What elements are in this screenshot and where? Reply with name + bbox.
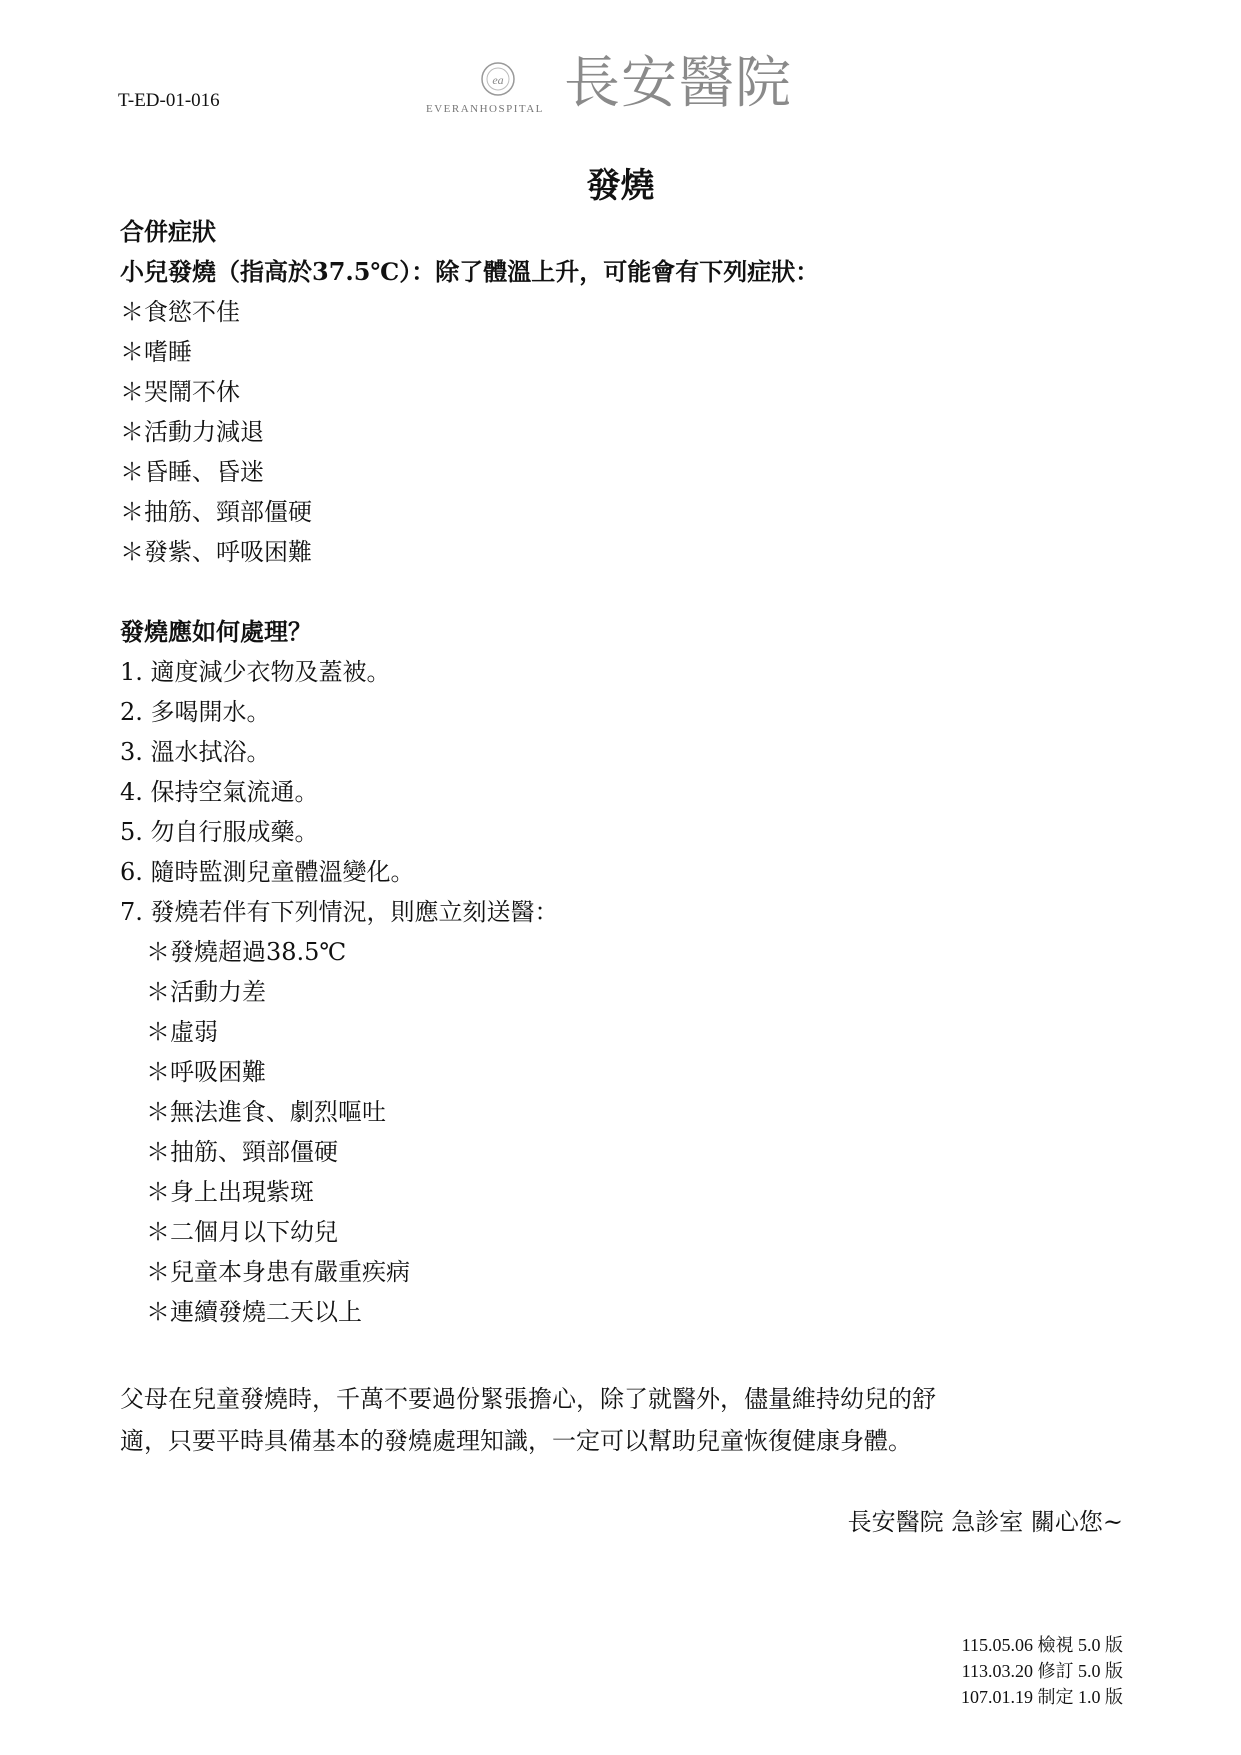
list-item: 3. 溫水拭浴。 bbox=[120, 738, 271, 766]
list-item: ＊連續發燒二天以上 bbox=[146, 1298, 362, 1326]
symptoms-heading: 合併症狀 bbox=[120, 217, 216, 246]
list-item: 4. 保持空氣流通。 bbox=[120, 778, 319, 806]
version-history bbox=[961, 1632, 1123, 1710]
version-line: 115.05.06 檢視 5.0 版 bbox=[961, 1635, 1123, 1655]
urgent-conditions-list bbox=[120, 932, 1140, 1332]
list-item: ＊呼吸困難 bbox=[146, 1058, 266, 1086]
list-item: ＊二個月以下幼兒 bbox=[146, 1218, 338, 1246]
logo-chinese-name: 長安醫院 bbox=[564, 51, 792, 116]
page-title: 發燒 bbox=[586, 166, 655, 206]
list-item: 7. 發燒若伴有下列情況，則應立刻送醫： bbox=[120, 898, 559, 926]
hospital-emblem-icon bbox=[478, 59, 518, 99]
list-item: ＊抽筋、頸部僵硬 bbox=[146, 1138, 338, 1166]
spacer bbox=[120, 1332, 1140, 1372]
list-item: ＊發燒超過38.5℃ bbox=[146, 938, 347, 966]
list-item: ＊抽筋、頸部僵硬 bbox=[120, 498, 312, 526]
list-item: 1. 適度減少衣物及蓋被。 bbox=[120, 658, 391, 686]
list-item: ＊活動力減退 bbox=[120, 418, 264, 446]
version-line: 107.01.19 制定 1.0 版 bbox=[961, 1687, 1123, 1707]
list-item: ＊食慾不佳 bbox=[120, 298, 240, 326]
spacer bbox=[120, 572, 1140, 612]
closing-line: 適，只要平時具備基本的發燒處理知識，一定可以幫助兒童恢復健康身體。 bbox=[120, 1427, 912, 1455]
hospital-logo bbox=[426, 51, 826, 125]
svg-text:ea: ea bbox=[492, 73, 504, 87]
list-item: ＊昏睡、昏迷 bbox=[120, 458, 264, 486]
logo-english-name: EVERANHOSPITAL bbox=[426, 103, 544, 115]
document-code: T-ED-01-016 bbox=[118, 90, 220, 111]
treatment-steps bbox=[120, 652, 1140, 932]
list-item: ＊哭鬧不休 bbox=[120, 378, 240, 406]
list-item: ＊虛弱 bbox=[146, 1018, 218, 1046]
treatment-heading: 發燒應如何處理？ bbox=[120, 617, 312, 646]
symptoms-intro: 小兒發燒（指高於37.5℃）：除了體溫上升，可能會有下列症狀： bbox=[120, 257, 820, 286]
list-item: ＊嗜睡 bbox=[120, 338, 192, 366]
list-item: ＊兒童本身患有嚴重疾病 bbox=[146, 1258, 410, 1286]
closing-line: 父母在兒童發燒時，千萬不要過份緊張擔心，除了就醫外，儘量維持幼兒的舒 bbox=[120, 1385, 936, 1413]
document-body bbox=[120, 212, 1140, 1462]
list-item: ＊身上出現紫斑 bbox=[146, 1178, 314, 1206]
list-item: ＊發紫、呼吸困難 bbox=[120, 538, 312, 566]
symptoms-list bbox=[120, 292, 1140, 572]
list-item: 6. 隨時監測兒童體溫變化。 bbox=[120, 858, 415, 886]
closing-paragraph bbox=[120, 1378, 1140, 1462]
list-item: 5. 勿自行服成藥。 bbox=[120, 818, 319, 846]
list-item: ＊活動力差 bbox=[146, 978, 266, 1006]
version-line: 113.03.20 修訂 5.0 版 bbox=[961, 1661, 1123, 1681]
signoff: 長安醫院 急診室 關心您~ bbox=[847, 1508, 1123, 1536]
list-item: ＊無法進食、劇烈嘔吐 bbox=[146, 1098, 386, 1126]
list-item: 2. 多喝開水。 bbox=[120, 698, 271, 726]
